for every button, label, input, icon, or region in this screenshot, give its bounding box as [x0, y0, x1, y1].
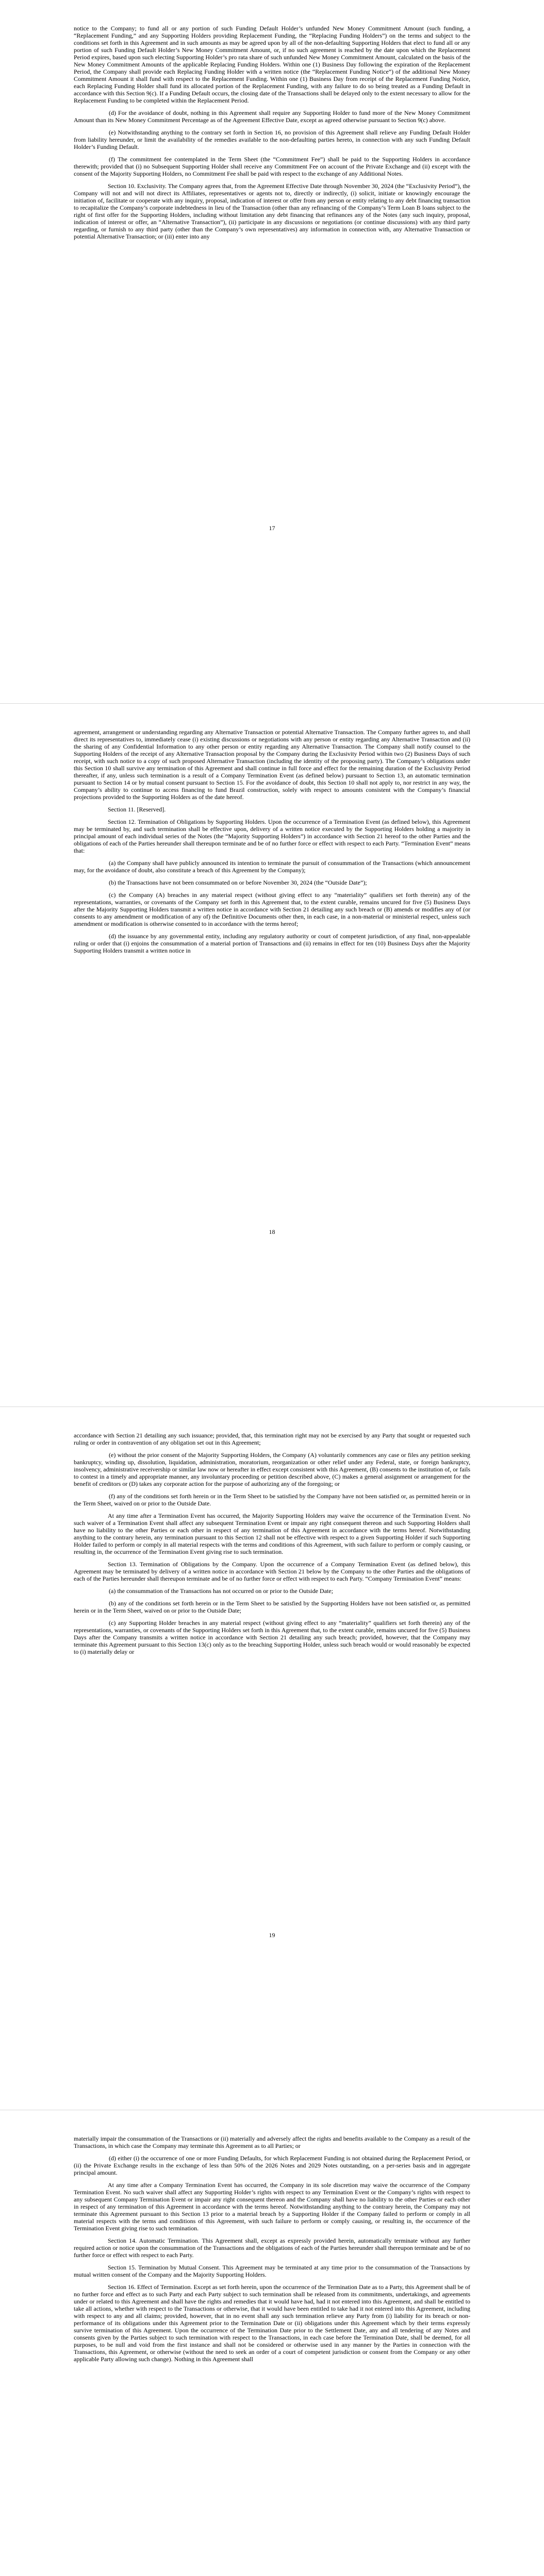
list-item: (b) any of the conditions set forth herein or in the Term Sheet to be satisfied by the Supporting Holders have not been satisfied or, as permitted herein or in the Term Sheet, waived on or prior to the Outside Date;	[74, 1600, 470, 1614]
page-number: 18	[269, 1228, 275, 1235]
section-paragraph: Section 14. Automatic Termination. This Agreement shall, except as expressly provided herein, automatically terminate without any further required action or notice upon the consummation of the Transactions and the obligations of each of the Parties hereunder shall thereupon terminate and be of no further force or effect with respect to each Party.	[74, 2237, 470, 2259]
list-item: (c) any Supporting Holder breaches in any material respect (without giving effect to any “materiality” qualifiers set forth therein) any of the representations, warranties, or covenants of the Supporting Holders set forth in this Agreement that, to the extent curable, remains uncured for five (5) Business Days after the Company transmits a written notice in accordance with Section 21 detailing any such breach; provided, however, that the Company may terminate this Agreement pursuant to this Section 13(c) only as to the breaching Supporting Holder, unless such breach would or would reasonably be expected to (i) materially delay or	[74, 1619, 470, 1655]
section-paragraph: Section 16. Effect of Termination. Except as set forth herein, upon the occurrence of the Termination Date as to a Party, this Agreement shall be of no further force and effect as to such Party and each Party subject to such termination shall be released from its commitments, undertakings, and agreements under or related to this Agreement and shall have the rights and remedies that it would have had, had it not entered into this Agreement, and shall be entitled to take all actions, whether with respect to the Transactions or otherwise, that it would have been entitled to take had it not entered into this Agreement, including with respect to any and all claims; provided, however, that in no event shall any such termination relieve any Party from (i) liability for its breach or non-performance of its obligations under this Agreement prior to the Termination Date or (ii) obligations under this Agreement which by their terms expressly survive termination of this Agreement. Upon the occurrence of the Termination Date prior to the Settlement Date, any and all tendering of any Notes and consents given by the Parties subject to such termination with respect to the Transactions, in each case before the Termination Date, shall be deemed, for all purposes, to be null and void from the first instance and shall not be considered or otherwise used in any manner by the Parties in connection with the Transactions, this Agreement, or otherwise (without the need to seek an order of a court of competent jurisdiction or consent from the Company or any other applicable Party allowing such change). Nothing in this Agreement shall	[74, 2283, 470, 2363]
page-number: 17	[269, 524, 275, 532]
page-number: 19	[269, 1931, 275, 1939]
paragraph: accordance with Section 21 detailing any such issuance; provided, that, this termination right may not be exercised by any Party that sought or requested such ruling or order in contravention of any obligation set out in this Agreement;	[74, 1432, 470, 1446]
paragraph: (e) Notwithstanding anything to the contrary set forth in Section 16, no provision of this Agreement shall relieve any Funding Default Holder from liability hereunder, or limit the availability of the remedies available to the non-defaulting parties hereto, in connection with any such Funding Default Holder’s Funding Default.	[74, 129, 470, 150]
section-paragraph: Section 12. Termination of Obligations by Supporting Holders. Upon the occurrence of a Termination Event (as defined below), this Agreement may be terminated by, and such termination shall be effective upon, delivery of a written notice executed by the Supporting Holders holding a majority in principal amount of each individual series of the Notes (the “Majority Supporting Holders”) in accordance with Section 21 hereof to the other Parties and the obligations of each of the Parties hereunder shall thereupon terminate and be of no further force or effect with respect to each Party. “Termination Event” means that:	[74, 818, 470, 854]
paragraph: notice to the Company; to fund all or any portion of such Funding Default Holder’s unfunded New Money Commitment Amount (such funding, a “Replacement Funding,” and any Supporting Holders providing Replacement Funding, the “Replacing Funding Holders”) on the terms and subject to the conditions set forth in this Agreement and in such amounts as may be agreed upon by all of the non-defaulting Supporting Holders that elect to fund all or any portion of such Funding Default Holder’s New Money Commitment Amount, or, if no such agreement is reached by the date upon which the Replacement Period expires, based upon such electing Supporting Holder’s pro rata share of such unfunded New Money Commitment Amount, calculated on the basis of the New Money Commitment Amounts of the applicable Replacing Funding Holders. Within one (1) Business Day following the expiration of the Replacement Period, the Company shall provide each Replacing Funding Holder with a written notice (the “Replacement Funding Notice”) of the additional New Money Commitment Amount it shall fund with respect to the Replacement Funding. Within one (1) Business Day from receipt of the Replacement Funding Notice, each Replacing Funding Holder shall fund its allocated portion of the Replacement Funding, with any failure to do so being treated as a Funding Default in accordance with this Section 9(c). If a Funding Default occurs, the closing date of the Transactions shall be delayed only to the extent necessary to allow for the Replacement Funding to be completed within the Replacement Period.	[74, 25, 470, 104]
section-paragraph: Section 10. Exclusivity. The Company agrees that, from the Agreement Effective Date through November 30, 2024 (the “Exclusivity Period”), the Company will not and will not direct its Affiliates, representatives or agents not to, directly or indirectly, (i) solicit, initiate or knowingly encourage the initiation of, facilitate or cooperate with any inquiry, proposal, indication of interest or offer from any person or entity relating to any debt financing transaction to recapitalize the Company’s corporate indebtedness in lieu of the Transaction (other than any refinancing of the Company’s Term Loan B loans subject to the right of first offer for the Supporting Holders, including without limitation any debt financing that refinances any of the Notes (any such inquiry, proposal, indication of interest or offer, an “Alternative Transaction”), (ii) participate in any discussions or negotiations (or continue discussions) with any third party regarding, or furnish to any third party (other than the Company’s own representatives) any information in connection with, any Alternative Transaction or potential Alternative Transaction; or (iii) enter into any	[74, 182, 470, 240]
list-item: (a) the consummation of the Transactions has not occurred on or prior to the Outside Date;	[109, 1587, 333, 1595]
paragraph: (d) For the avoidance of doubt, nothing in this Agreement shall require any Supporting Holder to fund more of the New Money Commitment Amount than its New Money Commitment Percentage as of the Agreement Effective Date, except as agreed otherwise pursuant to Section 9(c) above.	[74, 109, 470, 124]
section-paragraph: Section 13. Termination of Obligations by the Company. Upon the occurrence of a Company Termination Event (as defined below), this Agreement may be terminated by delivery of a written notice in accordance with Section 21 below by the Company to the other Parties and the obligations of each of the Parties hereunder shall thereupon terminate and be of no further force or effect with respect to each Party. “Company Termination Event” means:	[74, 1561, 470, 1582]
document-page	[0, 2110, 544, 2576]
section-paragraph: Section 15. Termination by Mutual Consent. This Agreement may be terminated at any time prior to the consummation of the Transactions by mutual written consent of the Company and the Majority Supporting Holders.	[74, 2264, 470, 2278]
paragraph: materially impair the consummation of the Transactions or (ii) materially and adversely affect the rights and benefits available to the Company as a result of the Transactions, in which case the Company may terminate this Agreement as to all Parties; or	[74, 2135, 470, 2149]
document-page	[0, 1406, 544, 2110]
list-item: (c) the Company (A) breaches in any material respect (without giving effect to any “materiality” qualifiers set forth therein) any of the representations, warranties, or covenants of the Company set forth in this Agreement that, to the extent curable, remains uncured for five (5) Business Days after the Majority Supporting Holders transmit a written notice in accordance with Section 21 detailing any such breach or (B) amends or modifies any of (or consents to any amendment or modification of any of) the Definitive Documents other then, in each case, in a non-material or ministerial respect, unless such amendment or modification is otherwise consented to in accordance with the terms hereof;	[74, 891, 470, 927]
paragraph: (f) The commitment fee contemplated in the Term Sheet (the “Commitment Fee”) shall be paid to the Supporting Holders in accordance therewith; provided that (i) no Subsequent Supporting Holder shall receive any Commitment Fee on account of the Private Exchange and (ii) except with the consent of the Majority Supporting Holders, no Commitment Fee shall be paid with respect to the exchange of any Additional Notes.	[74, 156, 470, 177]
paragraph: agreement, arrangement or understanding regarding any Alternative Transaction or potential Alternative Transaction. The Company further agrees to, and shall direct its representatives to, immediately cease (i) existing discussions or negotiations with any person or entity regarding any Alternative Transaction and (ii) the sharing of any Confidential Information to any other person or entity regarding any Alternative Transaction. The Company shall notify counsel to the Supporting Holders of the receipt of any Alternative Transaction proposal by the Company during the Exclusivity Period within two (2) Business Days of such receipt, with such notice to a copy of such proposed Alternative Transaction (including the identity of the proposing party). The Company’s obligations under this Section 10 shall survive any termination of this Agreement and shall continue in full force and effect for the remaining duration of the Exclusivity Period thereafter, if any, unless such termination is a result of a Company Termination Event (as defined below) pursuant to Section 13, an automatic termination pursuant to Section 14 or by mutual consent pursuant to Section 15. For the avoidance of doubt, this Section 10 shall not apply to, nor restrict in any way, the Company’s ability to continue to access financing to fund Brazil construction, solely with respect to amounts consistent with the Company’s financial projections provided to the Supporting Holders as of the date hereof.	[74, 728, 470, 801]
list-item: (b) the Transactions have not been consummated on or before November 30, 2024 (the “Outside Date”);	[109, 879, 367, 886]
list-item: (a) the Company shall have publicly announced its intention to terminate the pursuit of consummation of the Transactions (which announcement may, for the avoidance of doubt, also constitute a breach of this Agreement by the Company);	[74, 859, 470, 874]
paragraph: At any time after a Company Termination Event has occurred, the Company in its sole discretion may waive the occurrence of the Company Termination Event. No such waiver shall affect any Supporting Holder’s rights with respect to any Termination Event or the Company’s rights with respect to any subsequent Company Termination Event or impair any right consequent thereon and the Company shall have no liability to the other Parties or each other in respect of any termination of this Agreement in accordance with the terms hereof. Notwithstanding anything to the contrary herein, the Company may not terminate this Agreement pursuant to this Section 13 prior to a material breach by a Supporting Holder if the Company failed to perform or comply in all material respects with the terms and conditions of this Agreement, with such failure to perform or comply causing, or resulting in, the occurrence of the Termination Event giving rise to such termination.	[74, 2181, 470, 2232]
list-item: (d) either (i) the occurrence of one or more Funding Defaults, for which Replacement Funding is not obtained during the Replacement Period, or (ii) the Private Exchange results in the exchange of less than 50% of the 2026 Notes and 2029 Notes outstanding, on a per-series basis and in aggregate principal amount.	[74, 2155, 470, 2176]
list-item: (f) any of the conditions set forth herein or in the Term Sheet to be satisfied by the Company have not been satisfied or, as permitted herein or in the Term Sheet, waived on or prior to the Outside Date.	[74, 1493, 470, 1507]
list-item: (d) the issuance by any governmental entity, including any regulatory authority or court of competent jurisdiction, of any final, non-appealable ruling or order that (i) enjoins the consummation of a material portion of Transactions and (ii) remains in effect for ten (10) Business Days after the Majority Supporting Holders transmit a written notice in	[74, 933, 470, 954]
list-item: (e) without the prior consent of the Majority Supporting Holders, the Company (A) voluntarily commences any case or files any petition seeking bankruptcy, winding up, dissolution, liquidation, administration, moratorium, reorganization or other relief under any Federal, state, or foreign bankruptcy, insolvency, administrative receivership or similar law now or hereafter in effect except consistent with this Agreement, (B) consents to the institution of, or fails to contest in a timely and appropriate manner, any involuntary proceeding or petition described above, (C) makes a general assignment or arrangement for the benefit of creditors or (D) takes any corporate action for the purpose of authorizing any of the foregoing; or	[74, 1451, 470, 1487]
document-page	[0, 703, 544, 1406]
document-page	[0, 0, 544, 703]
section-paragraph: Section 11. [Reserved].	[108, 806, 166, 813]
paragraph: At any time after a Termination Event has occurred, the Majority Supporting Holders may waive the occurrence of the Termination Event. No such waiver of a Termination Event shall affect any subsequent Termination Event or impair any right consequent thereon and such Supporting Holders shall have no liability to the other Parties or each other in respect of any termination of this Agreement in accordance with the terms hereof. Notwithstanding anything to the contrary herein, any termination pursuant to this Section 12 shall not be effective with respect to a given Supporting Holder if such Supporting Holder failed to perform or comply in all material respects with the terms and conditions of this Agreement, with such failure to perform or comply causing, or resulting in, the occurrence of the Termination Event giving rise to such termination.	[74, 1512, 470, 1555]
